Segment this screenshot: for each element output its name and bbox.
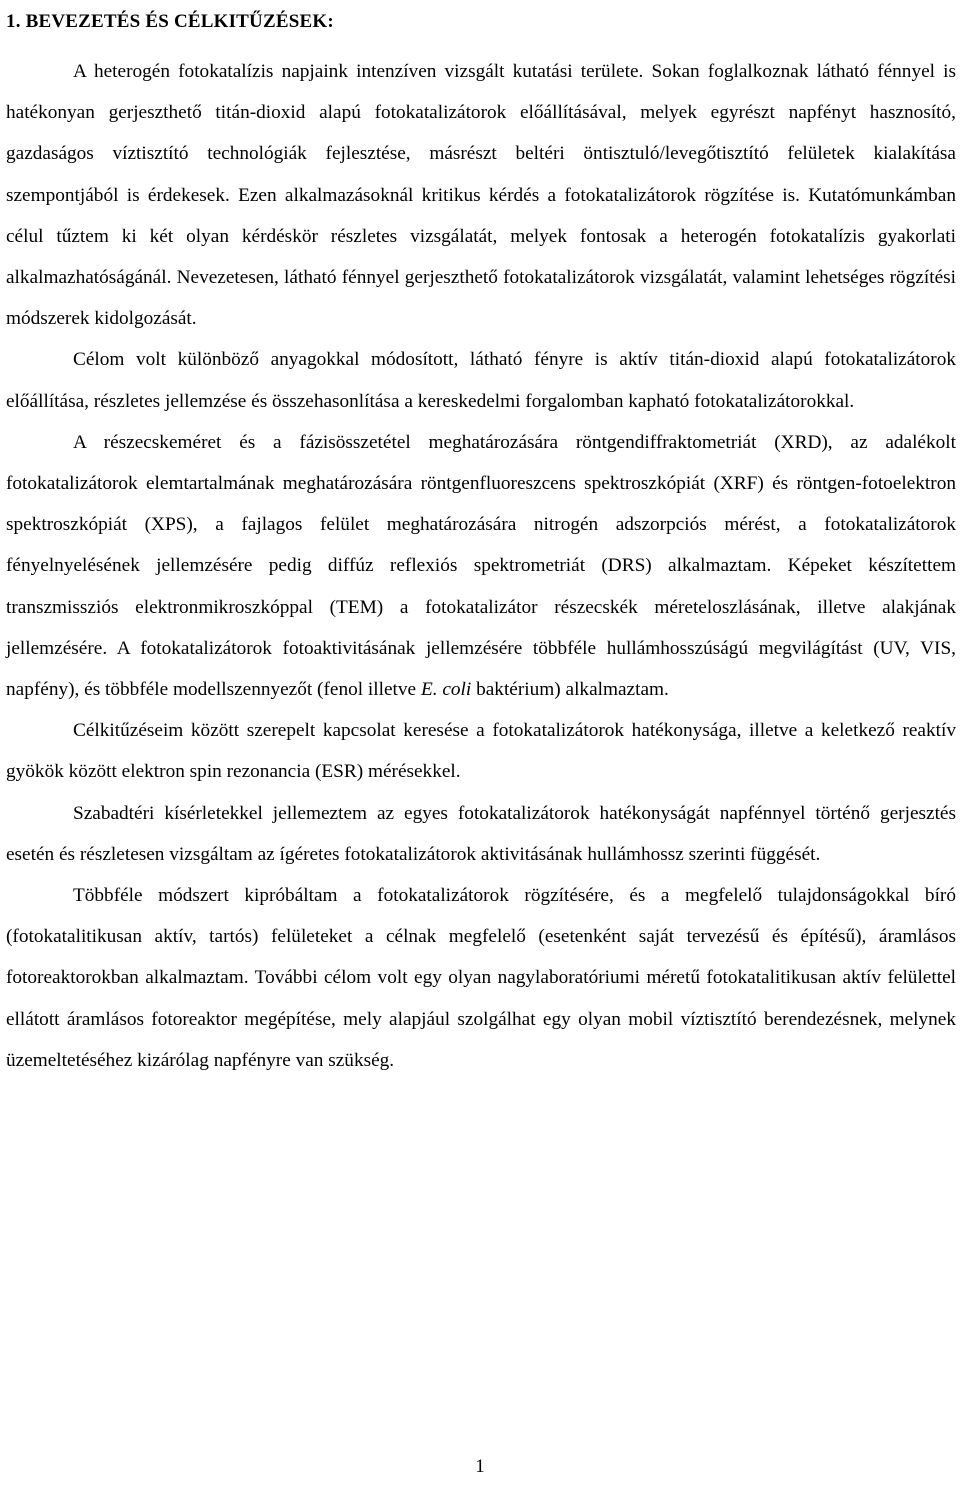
paragraph-immobilization: Többféle módszert kipróbáltam a fotokatalizátorok rögzítésére, és a megfelelő tulajdonságokkal bíró (fotokatalitikusan aktív, tartós) felületeket a célnak megfelelő (esetenként saját tervezésű és építésű), áramlásos fotoreaktorokban alkalmaztam. További célom volt egy olyan nagylaboratóriumi méretű fotokatalitikusan aktív felülettel ellátott áramlásos fotoreaktor megépítése, mely alapjául szolgálhat egy olyan mobil víztisztító berendezésnek, melynek üzemeltetéséhez kizárólag napfényre van szükség.	[6, 885, 956, 1071]
paragraph-methods-text: A részecskeméret és a fázisösszetétel meghatározására röntgendiffraktometriát (XRD), az adalékolt fotokatalizátorok elemtartalmának meghatározására röntgenfluoreszcens spektroszkópiát (XRF) és röntgen-fotoelektron spektroszkópiát (XPS), a fajlagos felület meghatározására nitrogén adszorpciós mérést, a fotokatalizátorok fényelnyelésének jellemzésére pedig diffúz reflexiós spektrometriát (DRS) alkalmaztam. Képeket készítettem transzmissziós elektronmikroszkóppal (TEM) a fotokatalizátor részecskék méreteloszlásának, illetve alakjának jellemzésére. A fotokatalizátorok fotoaktivitásának jellemzésére többféle hullámhosszúságú megvilágítást (UV, VIS, napfény), és többféle modellszennyezőt (fenol illetve	[6, 431, 956, 701]
organism-name: E. coli	[420, 679, 472, 701]
section-title: 1. BEVEZETÉS ÉS CÉLKITŰZÉSEK:	[6, 11, 334, 32]
paragraph-aims: Célom volt különböző anyagokkal módosított, látható fényre is aktív titán-dioxid alapú fotokatalizátorok előállítása, részletes jellemzése és összehasonlítása a kereskedelmi forgalomban kapható fotokatalizátorokkal.	[6, 349, 956, 412]
paragraph-esr: Célkitűzéseim között szerepelt kapcsolat keresése a fotokatalizátorok hatékonysága, illetve a keletkező reaktív gyökök között elektron spin rezonancia (ESR) mérésekkel.	[6, 720, 956, 783]
document-page	[6, 0, 956, 1081]
paragraph-methods-text-end: baktérium) alkalmaztam.	[471, 679, 669, 701]
paragraph-outdoor: Szabadtéri kísérletekkel jellemeztem az egyes fotokatalizátorok hatékonyságát napfénnyel történő gerjesztés esetén és részletesen vizsgáltam az ígéretes fotokatalizátorok aktivitásának hullámhossz szerinti függését.	[6, 802, 956, 865]
paragraph-methods	[6, 422, 956, 710]
page-number: 1	[475, 1456, 485, 1477]
paragraph-introduction: A heterogén fotokatalízis napjaink intenzíven vizsgált kutatási területe. Sokan foglalkoznak látható fénnyel is hatékonyan gerjeszthető titán-dioxid alapú fotokatalizátorok előállításával, melyek egyrészt napfényt hasznosító, gazdaságos víztisztító technológiák fejlesztése, másrészt beltéri öntisztuló/levegőtisztító felületek kialakítása szempontjából is érdekesek. Ezen alkalmazásoknál kritikus kérdés a fotokatalizátorok rögzítése is. Kutatómunkámban célul tűztem ki két olyan kérdéskör részletes vizsgálatát, melyek fontosak a heterogén fotokatalízis gyakorlati alkalmazhatóságánál. Nevezetesen, látható fénnyel gerjeszthető fotokatalizátorok vizsgálatát, valamint lehetséges rögzítési módszerek kidolgozását.	[6, 61, 956, 330]
